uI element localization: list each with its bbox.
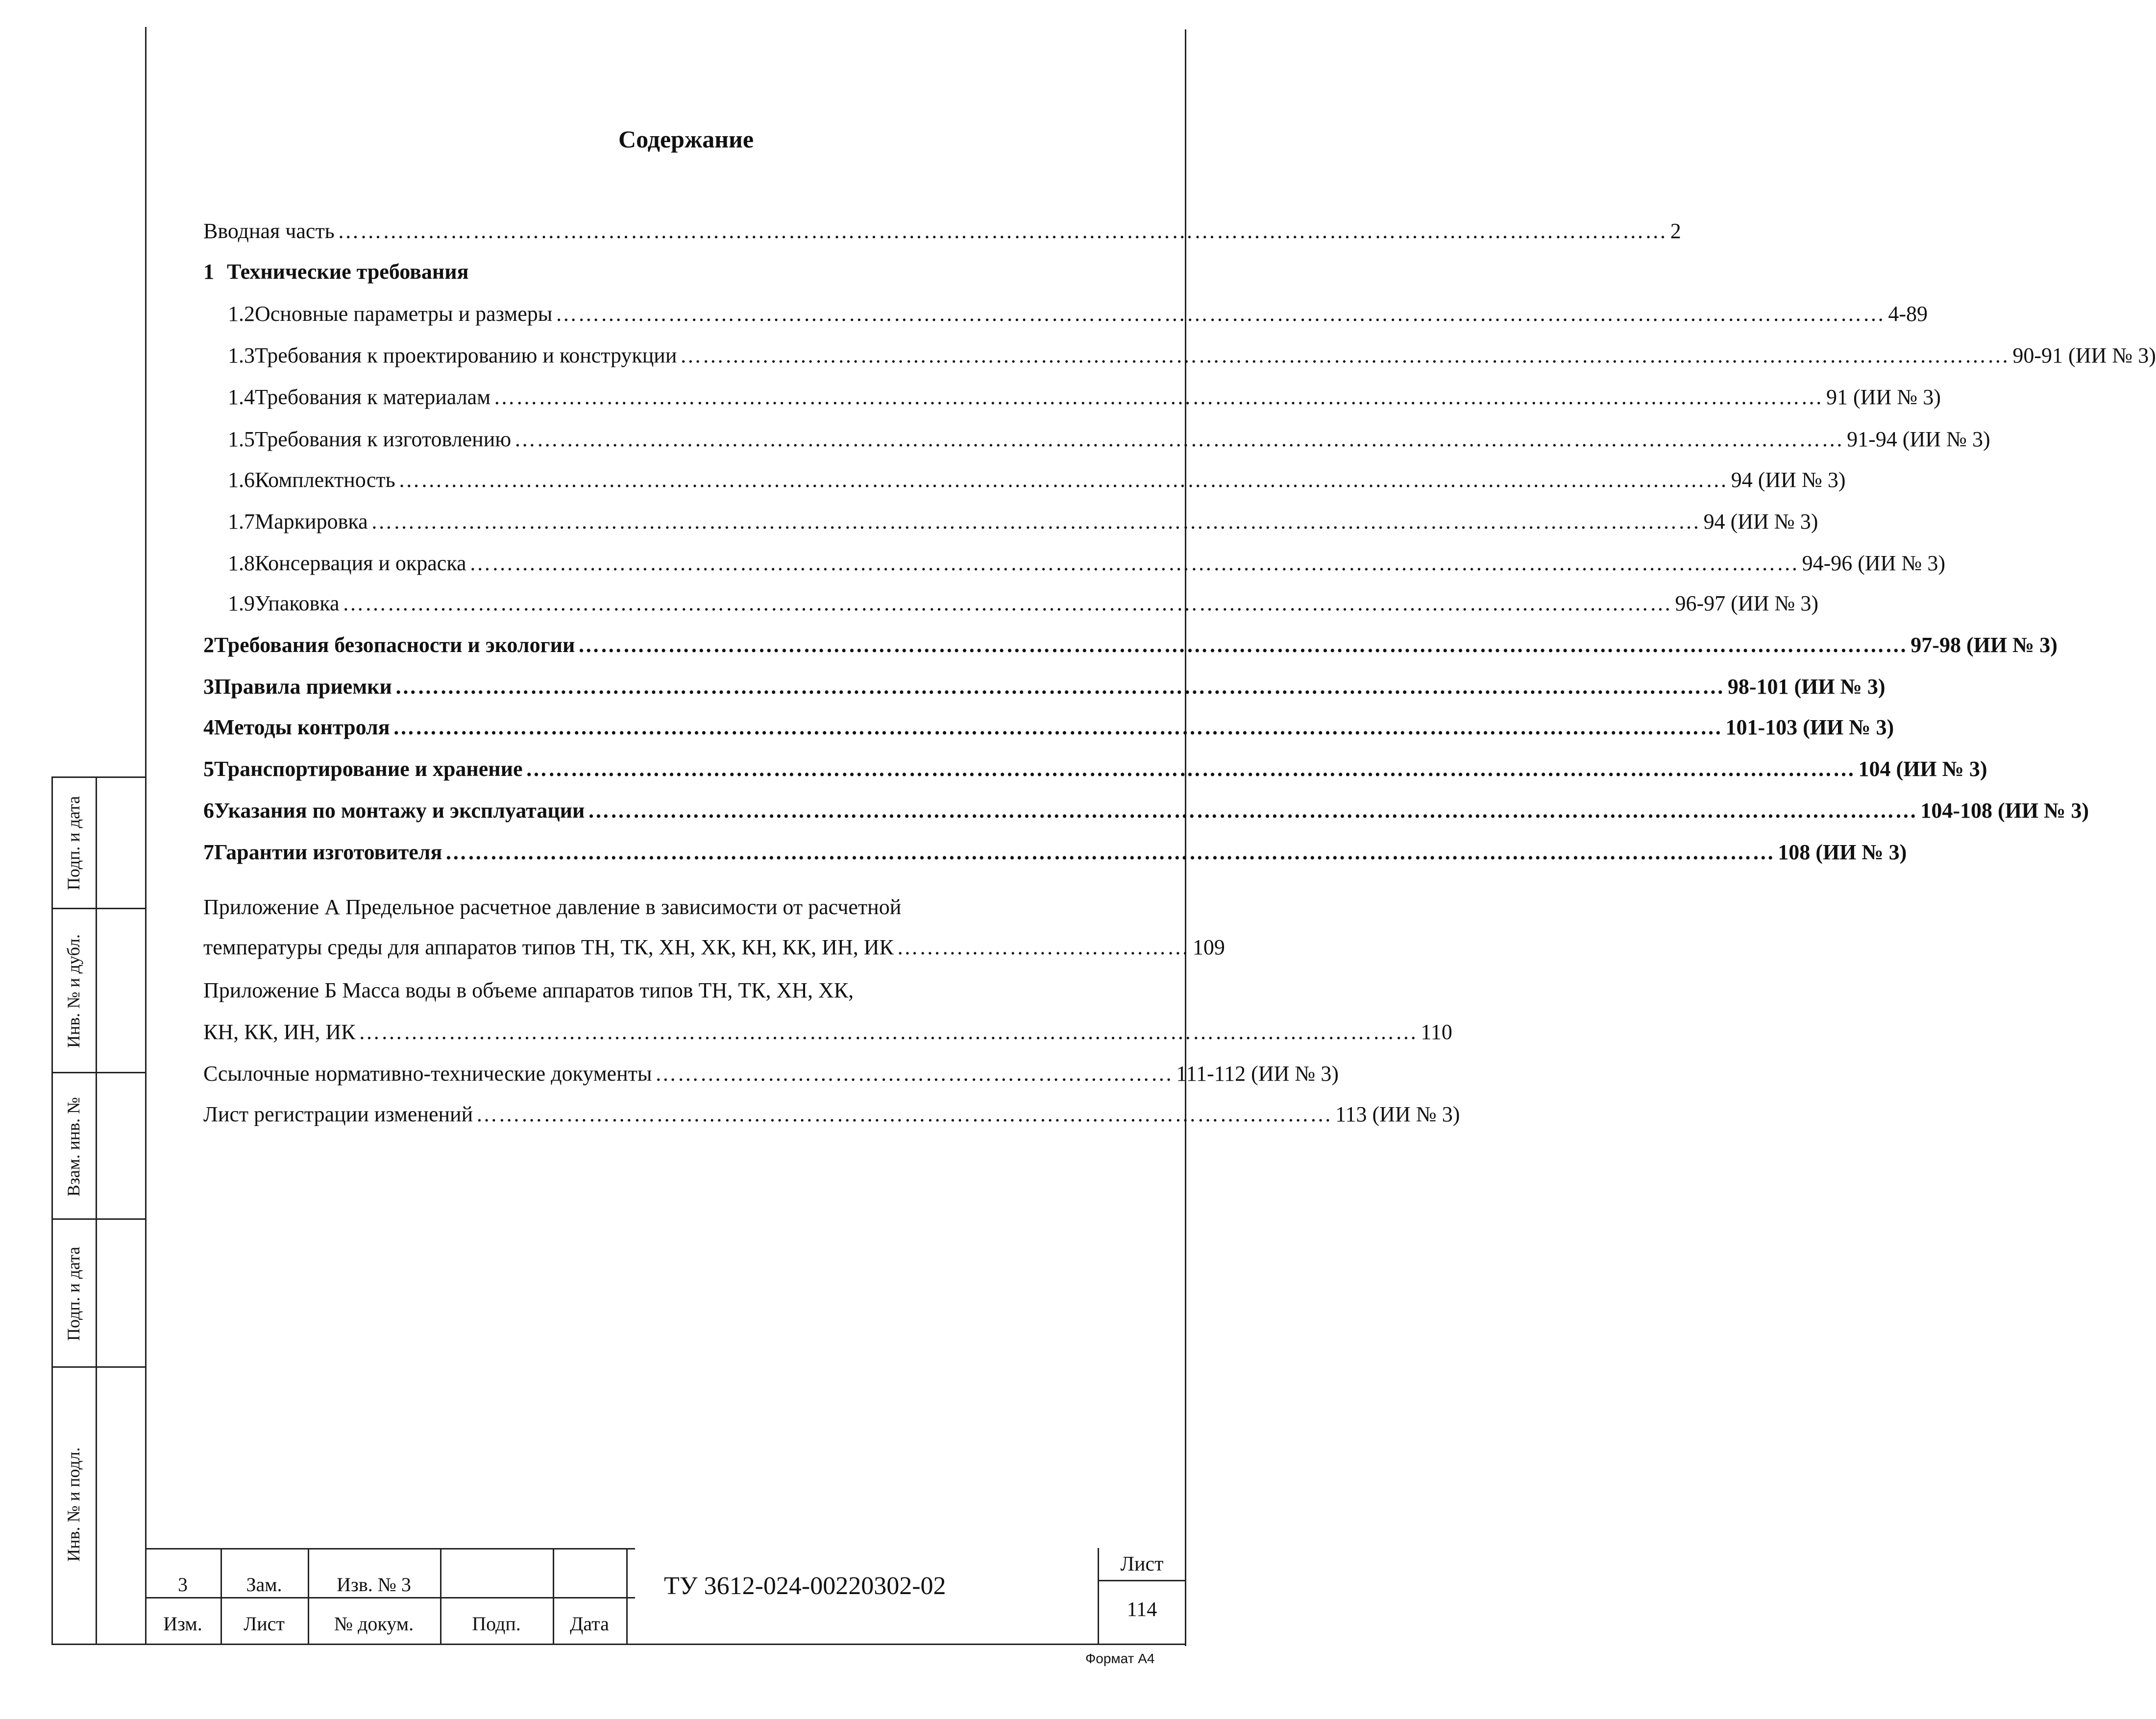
references-label: Ссылочные нормативно-технические документы: [203, 1062, 652, 1086]
leader-dots: ……………………………………………………………………………………………………………………………………………………………: [370, 509, 1701, 533]
format-label: Формат А4: [1085, 1651, 1155, 1666]
appendix-a-label: температуры среды для аппаратов типов ТН, ТК, ХН, ХК, КН, КК, ИН, ИК: [203, 935, 894, 959]
side-label-vzam-inv: Взам. инв. №: [64, 1097, 83, 1197]
leader-dots: ……………………………………………………………………………………………………………………………………………………………: [398, 468, 1728, 492]
changes-page: 113 (ИИ № 3): [1335, 1102, 1460, 1126]
toc-label: Требования к материалам: [255, 385, 491, 409]
toc-label: Вводная часть: [203, 219, 335, 243]
toc-number: 1.7: [228, 509, 255, 533]
leader-dots: ……………………………………………………………………………………………………: [476, 1102, 1333, 1126]
toc-page: 91-94 (ИИ № 3): [1847, 427, 1990, 451]
leader-dots: ……………………………………………………………: [655, 1062, 1174, 1086]
appendix-a-line2: [203, 935, 1225, 959]
leader-dots: ……………………………………………………………………………………………………………………………………………………………: [337, 219, 1667, 243]
toc-row: [203, 840, 1907, 864]
toc-page: 2: [1670, 219, 1681, 243]
toc-page: 94 (ИИ № 3): [1731, 468, 1846, 492]
toc-label: Гарантии изготовителя: [214, 840, 442, 864]
stamp-top-line: [145, 1548, 635, 1550]
toc-row: [203, 675, 1886, 699]
toc-number: 5: [203, 757, 214, 781]
toc-page: 94-96 (ИИ № 3): [1802, 551, 1946, 575]
side-strip-left-border: [51, 776, 53, 1645]
leader-dots: ……………………………………………………………………………………………………………………………………………………………: [588, 799, 1918, 823]
toc-row: [228, 468, 1846, 492]
leader-dots: ……………………………………………………………………………………………………………………………………………………………: [469, 551, 1799, 575]
appendix-b-line2: [203, 1020, 1452, 1044]
toc-row: [228, 302, 1928, 326]
document-code: ТУ 3612-024-00220302-02: [664, 1572, 946, 1600]
toc-page: 90-91 (ИИ № 3): [2012, 343, 2156, 367]
stamp-izm-header: Изм.: [163, 1613, 202, 1635]
toc-label: Указания по монтажу и эксплуатации: [214, 799, 585, 823]
toc-label: Требования безопасности и экологии: [214, 633, 575, 657]
leader-dots: …………………………………: [896, 935, 1190, 959]
sheet-number: 114: [1127, 1598, 1157, 1621]
toc-label: Основные параметры и размеры: [255, 302, 553, 326]
stamp-podp-header: Подп.: [472, 1613, 521, 1635]
toc-row: [203, 219, 1681, 243]
stamp-row-line: [145, 1597, 635, 1598]
stamp-list-value: Зам.: [246, 1574, 282, 1596]
stamp-data-header: Дата: [570, 1613, 609, 1635]
leader-dots: ……………………………………………………………………………………………………………………………………………………………: [445, 840, 1775, 864]
leader-dots: ……………………………………………………………………………………………………………………………………………………………: [578, 633, 1908, 657]
toc-label: Комплектность: [255, 468, 395, 492]
toc-row: [203, 799, 2089, 823]
appendix-a-line1: Приложение А Предельное расчетное давление в зависимости от расчетной: [203, 895, 902, 919]
toc-number: 1.9: [228, 591, 255, 615]
toc-number: 4: [203, 715, 214, 739]
leader-dots: ……………………………………………………………………………………………………………………………………………………………: [514, 427, 1844, 451]
toc-number: 6: [203, 799, 214, 823]
toc-label: Транспортирование и хранение: [214, 757, 523, 781]
references-row: [203, 1062, 1339, 1086]
toc-page: 97-98 (ИИ № 3): [1911, 633, 2058, 657]
toc-number: 7: [203, 840, 214, 864]
toc-row: [203, 261, 1127, 283]
toc-page: 4-89: [1888, 302, 1928, 326]
toc-label: Правила приемки: [214, 675, 392, 699]
toc-page: 98-101 (ИИ № 3): [1727, 675, 1886, 699]
toc-label: Технические требования: [227, 260, 469, 284]
leader-dots: ……………………………………………………………………………………………………………………………………………………………: [680, 343, 2010, 367]
toc-row: [228, 551, 1946, 575]
toc-number: 1.5: [228, 427, 255, 451]
side-strip-middle-border: [96, 776, 97, 1645]
leader-dots: ……………………………………………………………………………………………………………………………………………………………: [342, 591, 1672, 615]
toc-page: 101-103 (ИИ № 3): [1725, 715, 1894, 739]
toc-number: 1: [203, 260, 214, 284]
sheet-label: Лист: [1120, 1553, 1164, 1575]
toc-label: Упаковка: [255, 591, 340, 615]
toc-number: 3: [203, 675, 214, 699]
frame-left-border: [145, 27, 147, 1644]
side-label-sign-date-2: Подп. и дата: [64, 1246, 83, 1341]
side-label-sign-date-1: Подп. и дата: [64, 796, 83, 891]
toc-page: 94 (ИИ № 3): [1703, 509, 1818, 533]
toc-number: 1.6: [228, 468, 255, 492]
appendix-b-page: 110: [1421, 1020, 1452, 1044]
stamp-col-5: [626, 1548, 628, 1645]
stamp-izm-value: 3: [178, 1574, 188, 1596]
toc-row: [228, 591, 1819, 615]
appendix-b-line1: Приложение Б Масса воды в объеме аппаратов типов ТН, ТК, ХН, ХК,: [203, 978, 854, 1002]
toc-label: Требования к проектированию и конструкции: [255, 343, 677, 367]
toc-page: 96-97 (ИИ № 3): [1675, 591, 1819, 615]
toc-row: [228, 509, 1818, 533]
toc-page: 104 (ИИ № 3): [1858, 757, 1987, 781]
leader-dots: ……………………………………………………………………………………………………………………………………………………………: [525, 757, 1856, 781]
toc-row: [228, 385, 1941, 409]
references-page: 111-112 (ИИ № 3): [1176, 1062, 1339, 1086]
toc-label: Консервация и окраска: [255, 551, 466, 575]
stamp-sheet-divider: [1098, 1580, 1186, 1581]
toc-page: 104-108 (ИИ № 3): [1920, 799, 2089, 823]
side-label-inv-podl: Инв. № и подл.: [64, 1447, 83, 1562]
toc-row: [203, 757, 1987, 781]
leader-dots: ……………………………………………………………………………………………………………………………………………………………: [493, 385, 1824, 409]
leader-dots: ……………………………………………………………………………………………………………………………………………………………: [394, 675, 1725, 699]
leader-dots: ……………………………………………………………………………………………………………………………………………………………: [392, 715, 1723, 739]
toc-number: 2: [203, 633, 214, 657]
toc-page: 108 (ИИ № 3): [1778, 840, 1907, 864]
leader-dots: ……………………………………………………………………………………………………………………………: [358, 1020, 1418, 1044]
frame-right-border: [1185, 29, 1186, 1646]
toc-row: [228, 343, 2156, 367]
toc-number: 1.3: [228, 343, 255, 367]
changes-label: Лист регистрации изменений: [203, 1102, 473, 1126]
toc-number: 1.2: [228, 302, 255, 326]
page-title: Содержание: [618, 125, 754, 153]
changes-row: [203, 1102, 1460, 1126]
toc-label: Требования к изготовлению: [255, 427, 512, 451]
toc-row: [228, 427, 1990, 451]
toc-label: Методы контроля: [214, 715, 390, 739]
stamp-doc-header: № докум.: [334, 1613, 414, 1635]
toc-number: 1.8: [228, 551, 255, 575]
stamp-list-header: Лист: [244, 1613, 285, 1635]
leader-dots: ……………………………………………………………………………………………………………………………………………………………: [555, 302, 1886, 326]
stamp-doc-value: Изв. № 3: [337, 1574, 411, 1596]
toc-row: [203, 633, 2058, 657]
appendix-b-label: КН, КК, ИН, ИК: [203, 1020, 356, 1044]
side-label-inv-dubl: Инв. № и дубл.: [64, 934, 83, 1048]
toc-page: 91 (ИИ № 3): [1826, 385, 1941, 409]
toc-number: 1.4: [228, 385, 255, 409]
appendix-a-page: 109: [1192, 935, 1225, 959]
toc-label: Маркировка: [255, 509, 368, 533]
toc-row: [203, 715, 1894, 739]
